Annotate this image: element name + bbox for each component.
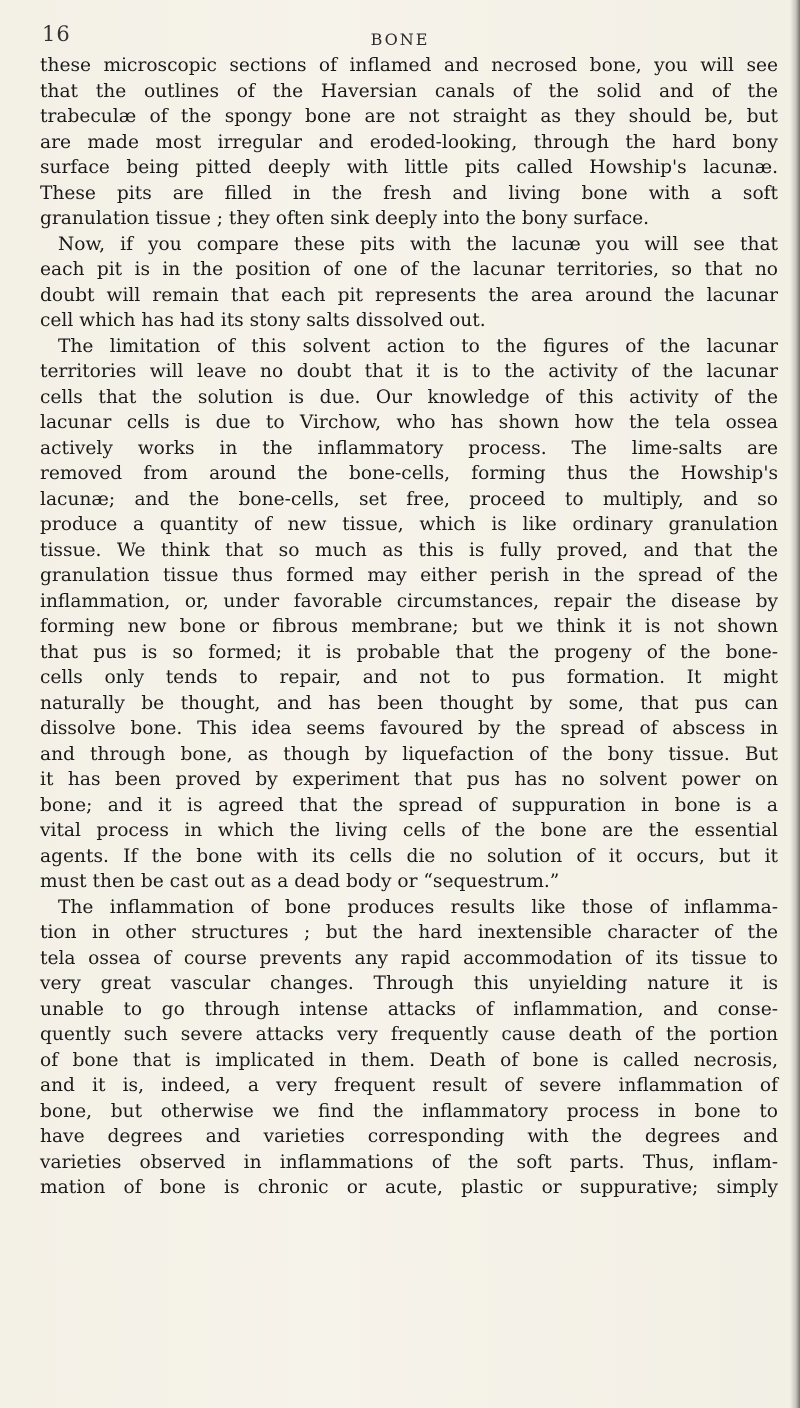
text-line: each pit is in the position of one of the lacunar territories, so that no: [40, 259, 778, 280]
text-line: removed from around the bone-cells, forming thus the Howship's: [40, 463, 778, 484]
text-line: bone; and it is agreed that the spread of suppuration in bone is a: [40, 794, 778, 816]
running-head: BONE: [370, 30, 430, 49]
text-line: bone, but otherwise we find the inflammatory process in bone to: [40, 1100, 778, 1122]
text-line: quently such severe attacks very frequently cause death of the portion: [40, 1024, 778, 1045]
text-line: it has been proved by experiment that pus has no solvent power on: [40, 769, 778, 790]
text-line: surface being pitted deeply with little pits called Howship's lacunæ.: [40, 157, 778, 178]
text-line: have degrees and varieties corresponding with the degrees and: [40, 1126, 778, 1147]
text-line: mation of bone is chronic or acute, plastic or suppurative; simply: [40, 1177, 778, 1198]
body-text: [40, 53, 778, 1201]
text-line: unable to go through intense attacks of inflammation, and conse-: [40, 998, 778, 1020]
text-line: and it is, indeed, a very frequent result of severe inflammation of: [40, 1075, 778, 1096]
text-line: The limitation of this solvent action to the figures of the lacunar: [58, 335, 778, 357]
text-line: naturally be thought, and has been thought by some, that pus can: [40, 692, 778, 714]
page-number: 16: [42, 22, 71, 46]
text-line: lacunar cells is due to Virchow, who has shown how the tela ossea: [40, 412, 778, 433]
text-line: trabeculæ of the spongy bone are not straight as they should be, but: [40, 106, 778, 127]
text-line: dissolve bone. This idea seems favoured by the spread of abscess in: [40, 718, 778, 739]
text-line: and through bone, as though by liquefaction of the bony tissue. But: [40, 743, 778, 765]
text-line: that the outlines of the Haversian canals of the solid and of the: [40, 80, 778, 102]
text-line: lacunæ; and the bone-cells, set free, proceed to multiply, and so: [40, 488, 778, 510]
text-line: tissue. We think that so much as this is fully proved, and that the: [40, 539, 778, 561]
text-line: actively works in the inflammatory process. The lime-salts are: [40, 437, 778, 459]
page-edge-shadow: [790, 0, 800, 1408]
text-line: The inflammation of bone produces results like those of inflamma-: [58, 896, 778, 918]
text-line: cell which has had its stony salts dissolved out.: [40, 310, 486, 331]
text-line: Now, if you compare these pits with the lacunæ you will see that: [58, 233, 778, 255]
text-line: very great vascular changes. Through this unyielding nature it is: [40, 973, 778, 994]
text-line: cells only tends to repair, and not to pus formation. It might: [40, 667, 778, 688]
text-line: are made most irregular and eroded-looking, through the hard bony: [40, 131, 778, 153]
text-line: granulation tissue thus formed may either perish in the spread of the: [40, 565, 778, 586]
text-line: that pus is so formed; it is probable that the progeny of the bone-: [40, 641, 778, 663]
text-line: tion in other structures ; but the hard inextensible character of the: [40, 922, 778, 943]
text-line: tela ossea of course prevents any rapid accommodation of its tissue to: [40, 947, 778, 969]
text-line: must then be cast out as a dead body or “sequestrum.”: [40, 871, 560, 892]
text-line: these microscopic sections of inflamed and necrosed bone, you will see: [40, 55, 778, 76]
text-line: varieties observed in inflammations of the soft parts. Thus, inflam-: [40, 1151, 778, 1173]
text-line: produce a quantity of new tissue, which is like ordinary granulation: [40, 514, 778, 535]
text-line: forming new bone or fibrous membrane; but we think it is not shown: [40, 616, 778, 637]
text-line: granulation tissue ; they often sink deeply into the bony surface.: [40, 208, 650, 229]
text-line: doubt will remain that each pit represents the area around the lacunar: [40, 284, 778, 306]
text-line: agents. If the bone with its cells die no solution of it occurs, but it: [40, 845, 778, 867]
text-line: vital process in which the living cells of the bone are the essential: [40, 820, 778, 841]
text-line: inflammation, or, under favorable circumstances, repair the disease by: [40, 590, 778, 612]
text-line: territories will leave no doubt that it is to the activity of the lacunar: [40, 361, 778, 382]
text-line: cells that the solution is due. Our knowledge of this activity of the: [40, 386, 778, 408]
text-line: of bone that is implicated in them. Death of bone is called necrosis,: [40, 1049, 778, 1071]
text-line: These pits are filled in the fresh and living bone with a soft: [40, 182, 778, 204]
